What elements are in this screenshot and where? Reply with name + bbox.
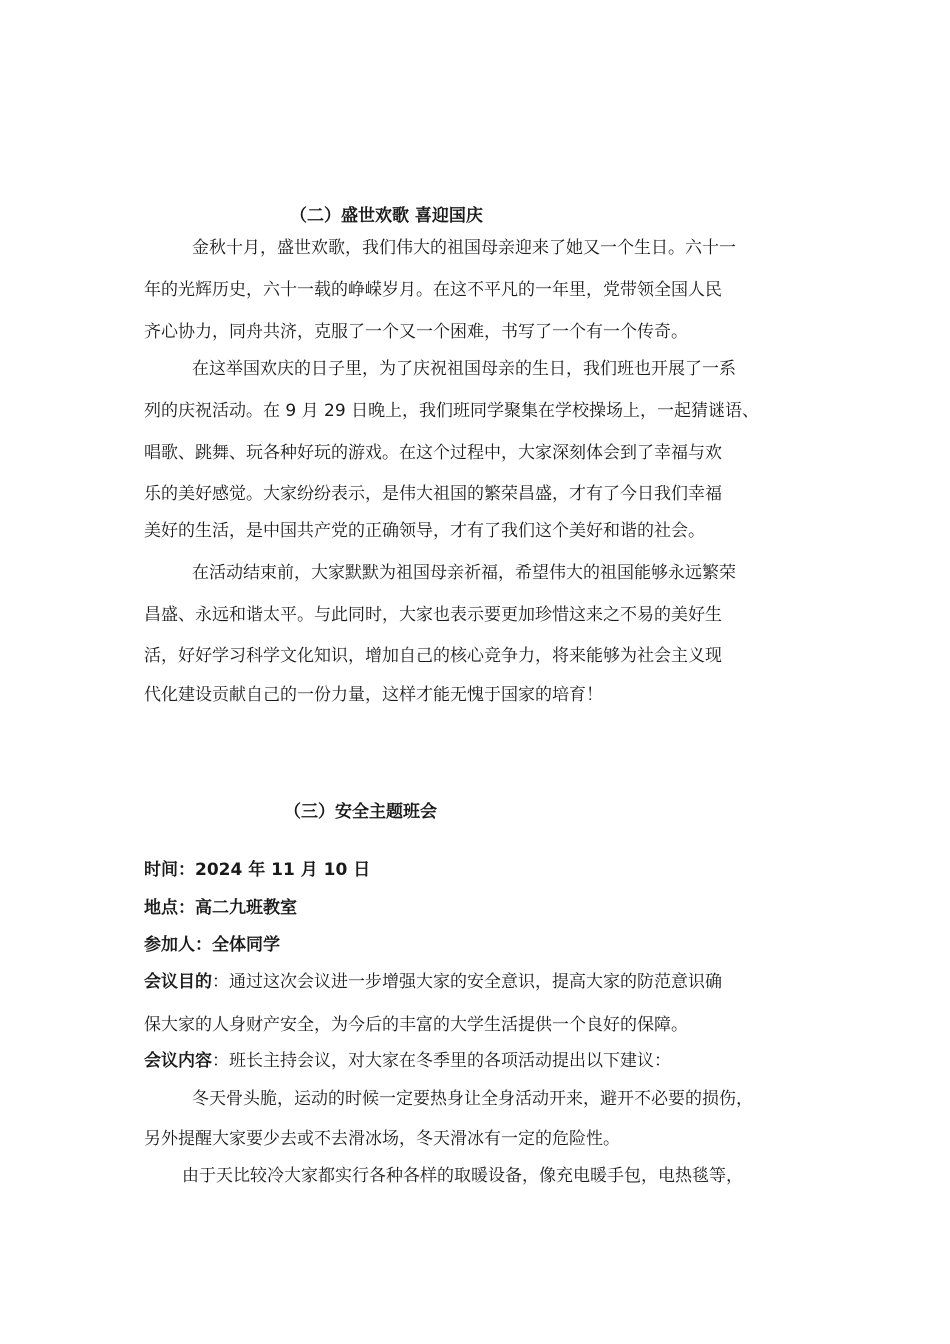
paragraph-line: 活，好好学习科学文化知识，增加自己的核心竞争力，将来能够为社会主义现 bbox=[144, 646, 722, 666]
paragraph-line: 在这举国欢庆的日子里，为了庆祝祖国母亲的生日，我们班也开展了一系 bbox=[192, 359, 736, 379]
meeting-time: 时间：2024 年 11 月 10 日 bbox=[144, 860, 371, 880]
paragraph-line: 另外提醒大家要少去或不去滑冰场，冬天滑冰有一定的危险性。 bbox=[144, 1129, 620, 1149]
paragraph-line: 美好的生活，是中国共产党的正确领导，才有了我们这个美好和谐的社会。 bbox=[144, 521, 705, 541]
meeting-content-label: 会议内容 bbox=[144, 1051, 212, 1071]
meeting-purpose-label: 会议目的 bbox=[144, 972, 212, 992]
paragraph-line: 乐的美好感觉。大家纷纷表示，是伟大祖国的繁荣昌盛，才有了今日我们幸福 bbox=[144, 484, 722, 504]
paragraph-line: 由于天比较冷大家都实行各种各样的取暖设备，像充电暖手包，电热毯等， bbox=[182, 1166, 743, 1186]
meeting-content bbox=[144, 1049, 671, 1073]
meeting-purpose bbox=[144, 970, 722, 994]
section-heading-national-day: （二）盛世欢歌 喜迎国庆 bbox=[290, 206, 483, 226]
paragraph-line: 保大家的人身财产安全，为今后的丰富的大学生活提供一个良好的保障。 bbox=[144, 1015, 688, 1035]
paragraph-line: 在活动结束前，大家默默为祖国母亲祈福，希望伟大的祖国能够永远繁荣 bbox=[192, 563, 736, 583]
meeting-attendees: 参加人：全体同学 bbox=[144, 935, 280, 955]
meeting-purpose-text: ：通过这次会议进一步增强大家的安全意识，提高大家的防范意识确 bbox=[212, 972, 722, 992]
paragraph-line: 昌盛、永远和谐太平。与此同时，大家也表示要更加珍惜这来之不易的美好生 bbox=[144, 605, 722, 625]
meeting-content-text: ：班长主持会议，对大家在冬季里的各项活动提出以下建议： bbox=[212, 1051, 671, 1071]
section-heading-safety-meeting: （三）安全主题班会 bbox=[284, 802, 437, 822]
paragraph-line: 唱歌、跳舞、玩各种好玩的游戏。在这个过程中，大家深刻体会到了幸福与欢 bbox=[144, 443, 722, 463]
paragraph-line: 冬天骨头脆，运动的时候一定要热身让全身活动开来，避开不必要的损伤， bbox=[192, 1089, 753, 1109]
paragraph-line: 代化建设贡献自己的一份力量，这样才能无愧于国家的培育！ bbox=[144, 685, 603, 705]
meeting-place: 地点：高二九班教室 bbox=[144, 898, 297, 918]
paragraph-line: 列的庆祝活动。在 9 月 29 日晚上，我们班同学聚集在学校操场上，一起猜谜语、 bbox=[144, 401, 760, 421]
paragraph-line: 齐心协力，同舟共济，克服了一个又一个困难，书写了一个有一个传奇。 bbox=[144, 322, 688, 342]
paragraph-line: 年的光辉历史，六十一载的峥嵘岁月。在这不平凡的一年里，党带领全国人民 bbox=[144, 280, 722, 300]
paragraph-line: 金秋十月，盛世欢歌，我们伟大的祖国母亲迎来了她又一个生日。六十一 bbox=[192, 238, 736, 258]
